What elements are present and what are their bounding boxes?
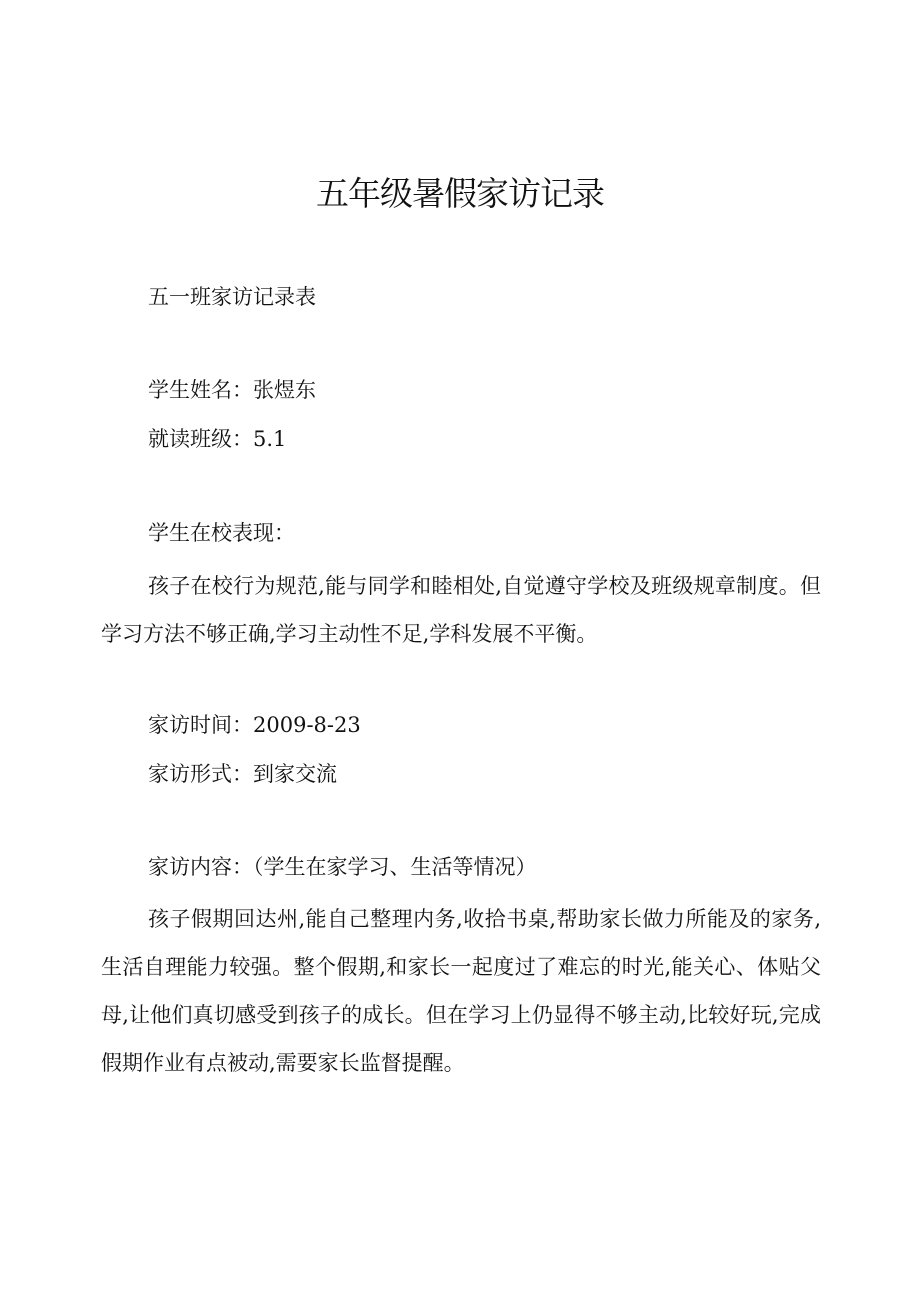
visit-time-value: 2009-8-23	[253, 713, 361, 737]
student-name-row	[148, 375, 316, 405]
school-performance-label: 学生在校表现：	[148, 521, 295, 545]
class-label: 就读班级：	[148, 427, 253, 451]
document-title: 五年级暑假家访记录	[316, 174, 604, 213]
visit-content-label: 家访内容：（学生在家学习、生活等情况）	[148, 855, 537, 879]
student-name-label: 学生姓名：	[148, 378, 253, 402]
visit-form-value: 到家交流	[253, 762, 337, 786]
visit-time-label: 家访时间：	[148, 713, 253, 737]
visit-time-row	[148, 710, 361, 740]
school-performance-text: 孩子在校行为规范,能与同学和睦相处,自觉遵守学校及班级规章制度。但学习方法不够正确,学习主动性不足,学科发展不平衡。	[101, 574, 821, 646]
visit-content-text: 孩子假期回达州,能自己整理内务,收拾书桌,帮助家长做力所能及的家务,生活自理能力较强。整个假期,和家长一起度过了难忘的时光,能关心、体贴父母,让他们真切感受到孩子的成长。但在学习上仍显得不够主动,比较好玩,完成假期作业有点被动,需要家长监督提醒。	[101, 907, 821, 1075]
class-value: 5.1	[253, 427, 287, 451]
visit-form-label: 家访形式：	[148, 762, 253, 786]
visit-form-row	[148, 759, 337, 789]
class-row	[148, 424, 286, 454]
table-heading: 五一班家访记录表	[148, 285, 316, 309]
student-name-value: 张煜东	[253, 378, 316, 402]
